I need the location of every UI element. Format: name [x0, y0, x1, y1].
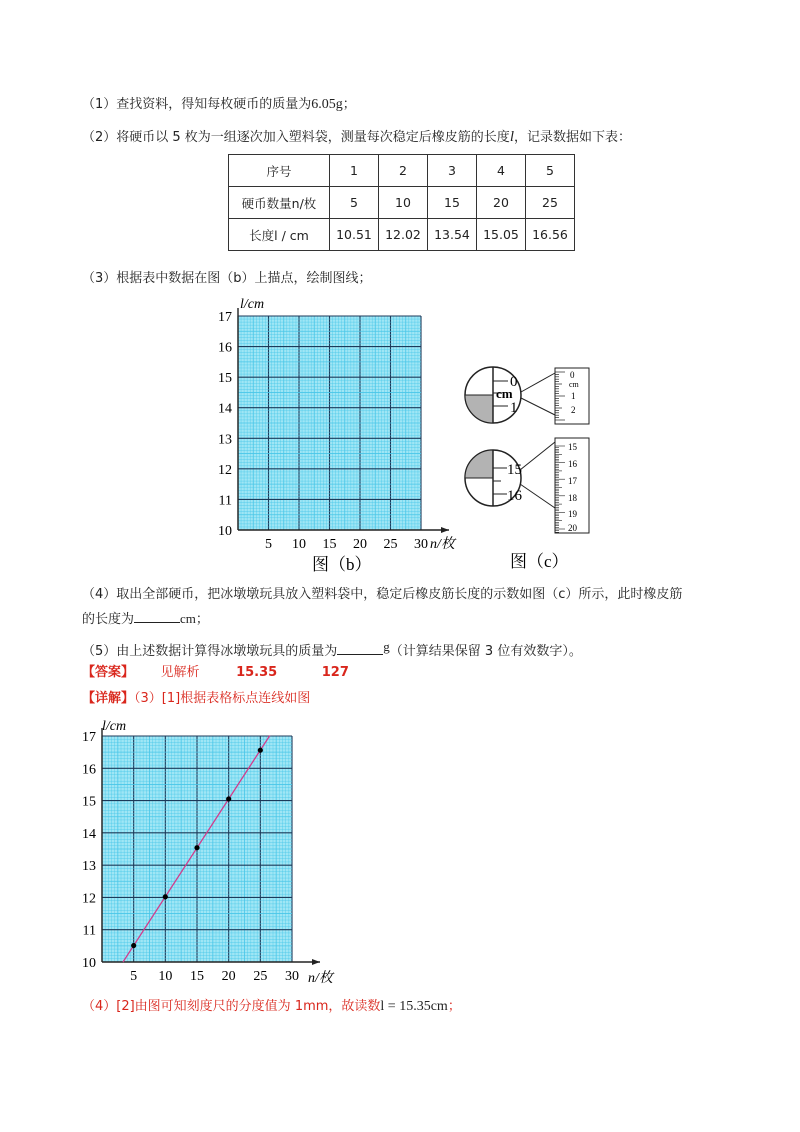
x-tick-label: 30 [414, 537, 428, 552]
y-tick-label: 17 [82, 730, 96, 745]
detail-4-text: （4）[2]由图可知刻度尺的分度值为 1mm，故读数 [82, 999, 381, 1014]
label-bottom-16: 16 [507, 488, 522, 504]
question-3: （3）根据表中数据在图（b）上描点，绘制图线； [82, 271, 372, 286]
figure-c [460, 360, 610, 575]
ruler-bottom-19: 19 [568, 509, 577, 519]
x-tick-label: 5 [130, 969, 138, 984]
graph-b-caption: 图（b） [312, 555, 372, 574]
x-axis-arrow [441, 527, 449, 533]
q1-value: 6.05g [311, 97, 343, 112]
label-top-1: 1 [510, 400, 518, 416]
y-tick-label: 10 [218, 524, 232, 539]
q4-blank [134, 610, 180, 623]
solution-ylabel: l/cm [102, 719, 127, 734]
table-cell: 5 [330, 187, 379, 219]
table-cell: 2 [379, 155, 428, 187]
graph-b-ylabel: l/cm [240, 297, 265, 312]
ruler-bottom-17: 17 [568, 476, 577, 486]
table-cell: 15 [428, 187, 477, 219]
data-point [226, 796, 231, 801]
x-tick-label: 15 [190, 969, 204, 984]
ruler-bottom-20: 20 [568, 523, 577, 533]
q4-unit: cm [180, 611, 196, 626]
y-tick-label: 16 [218, 340, 232, 356]
answer-line [82, 664, 349, 682]
answer-item-1: 见解析 [160, 665, 200, 680]
detail-text: （3）[1]根据表格标点连线如图 [134, 691, 311, 706]
data-point [163, 894, 168, 899]
pointer-line [521, 398, 555, 415]
table-cell: 25 [526, 187, 575, 219]
q1-text: （1）查找资料，得知每枚硬币的质量为 [82, 97, 312, 112]
ruler-bottom-16: 16 [568, 459, 577, 469]
row-label-index: 序号 [229, 155, 330, 187]
y-tick-label: 16 [82, 762, 96, 778]
y-tick-label: 10 [82, 956, 96, 971]
y-tick-label: 14 [82, 826, 96, 842]
q1-suffix: ； [342, 97, 356, 112]
solution-xlabel: n/枚 [308, 971, 333, 986]
table-cell: 20 [477, 187, 526, 219]
x-axis-arrow [312, 959, 320, 965]
q2-var: l [509, 129, 514, 145]
pointer-line [520, 484, 555, 508]
y-tick-label: 17 [218, 310, 232, 325]
ruler-bottom-18: 18 [568, 493, 577, 503]
ruler-top-0: 0 [570, 370, 575, 380]
table-cell: 13.54 [428, 219, 477, 251]
data-point [131, 943, 136, 948]
graph-b [200, 290, 470, 575]
data-point [258, 748, 263, 753]
table-row [229, 187, 575, 219]
y-tick-label: 14 [218, 401, 232, 417]
graph-b-grid [238, 308, 449, 533]
answer-item-3: 127 [321, 665, 349, 680]
figure-c-caption: 图（c） [510, 552, 569, 571]
x-tick-label: 20 [353, 537, 367, 552]
ruler-top-1: 1 [571, 391, 576, 401]
detail-tag: 【详解】 [82, 691, 135, 706]
y-tick-label: 12 [218, 462, 232, 478]
shade-top [465, 395, 493, 423]
q5-unit: g [383, 639, 390, 654]
detail-line [82, 690, 310, 708]
pointer-line [520, 442, 555, 470]
table-cell: 4 [477, 155, 526, 187]
answer-tag: 【答案】 [82, 665, 135, 680]
graph-b-xlabel: n/枚 [430, 537, 455, 552]
x-tick-label: 20 [221, 969, 236, 984]
x-tick-label: 25 [253, 969, 268, 984]
table-cell: 1 [330, 155, 379, 187]
y-tick-label: 13 [82, 859, 96, 875]
table-cell: 10.51 [330, 219, 379, 251]
x-tick-label: 10 [158, 969, 173, 984]
solution-chart [70, 712, 360, 987]
ruler-top-cm: cm [569, 380, 579, 389]
y-tick-label: 11 [82, 923, 96, 939]
row-label-l: 长度l / cm [229, 219, 330, 251]
q2-suffix: ，记录数据如下表： [513, 130, 631, 145]
detail-4-reading: l = 15.35cm [380, 999, 448, 1014]
x-tick-label: 15 [322, 537, 337, 552]
row-label-n: 硬币数量n/枚 [229, 187, 330, 219]
shade-bottom [465, 450, 493, 478]
x-tick-label: 5 [265, 537, 272, 552]
y-tick-label: 15 [218, 371, 232, 387]
y-tick-label: 15 [82, 794, 96, 810]
question-2 [82, 128, 631, 147]
table-cell: 12.02 [379, 219, 428, 251]
question-1 [82, 96, 356, 114]
q5-prefix: （5）由上述数据计算得冰墩墩玩具的质量为 [82, 644, 338, 659]
question-5 [82, 638, 582, 661]
y-tick-label: 11 [218, 493, 232, 509]
q5-suffix: （计算结果保留 3 位有效数字）。 [389, 644, 582, 659]
table-cell: 5 [526, 155, 575, 187]
x-tick-label: 25 [383, 537, 398, 552]
question-4-line1: （4）取出全部硬币，把冰墩墩玩具放入塑料袋中，稳定后橡皮筋长度的示数如图（c）所示，此时橡皮筋 [82, 587, 683, 602]
solution-grid [102, 728, 320, 965]
table-cell: 15.05 [477, 219, 526, 251]
detail-4 [82, 998, 461, 1016]
q4-suffix: ； [195, 612, 209, 627]
data-table [228, 154, 575, 251]
y-tick-label: 13 [218, 432, 232, 448]
table-cell: 10 [379, 187, 428, 219]
q5-blank [337, 642, 383, 655]
table-row [229, 219, 575, 251]
detail-4-suffix: ； [447, 999, 461, 1014]
table-row [229, 155, 575, 187]
x-tick-label: 10 [292, 537, 306, 552]
q4-prefix: 的长度为 [82, 612, 135, 627]
table-cell: 3 [428, 155, 477, 187]
pointer-line [521, 373, 555, 392]
label-top-cm: cm [496, 386, 513, 401]
question-4-line2 [82, 610, 209, 629]
ruler-bottom-15: 15 [568, 442, 577, 452]
label-bottom-15: 15 [507, 462, 522, 478]
label-top-0: 0 [510, 374, 518, 390]
table-cell: 16.56 [526, 219, 575, 251]
y-tick-label: 12 [82, 891, 96, 907]
q2-text: （2）将硬币以 5 枚为一组逐次加入塑料袋，测量每次稳定后橡皮筋的长度 [82, 130, 510, 145]
data-point [194, 845, 199, 850]
answer-item-2: 15.35 [236, 665, 278, 680]
ruler-top-2: 2 [571, 405, 576, 415]
x-tick-label: 30 [285, 969, 299, 984]
